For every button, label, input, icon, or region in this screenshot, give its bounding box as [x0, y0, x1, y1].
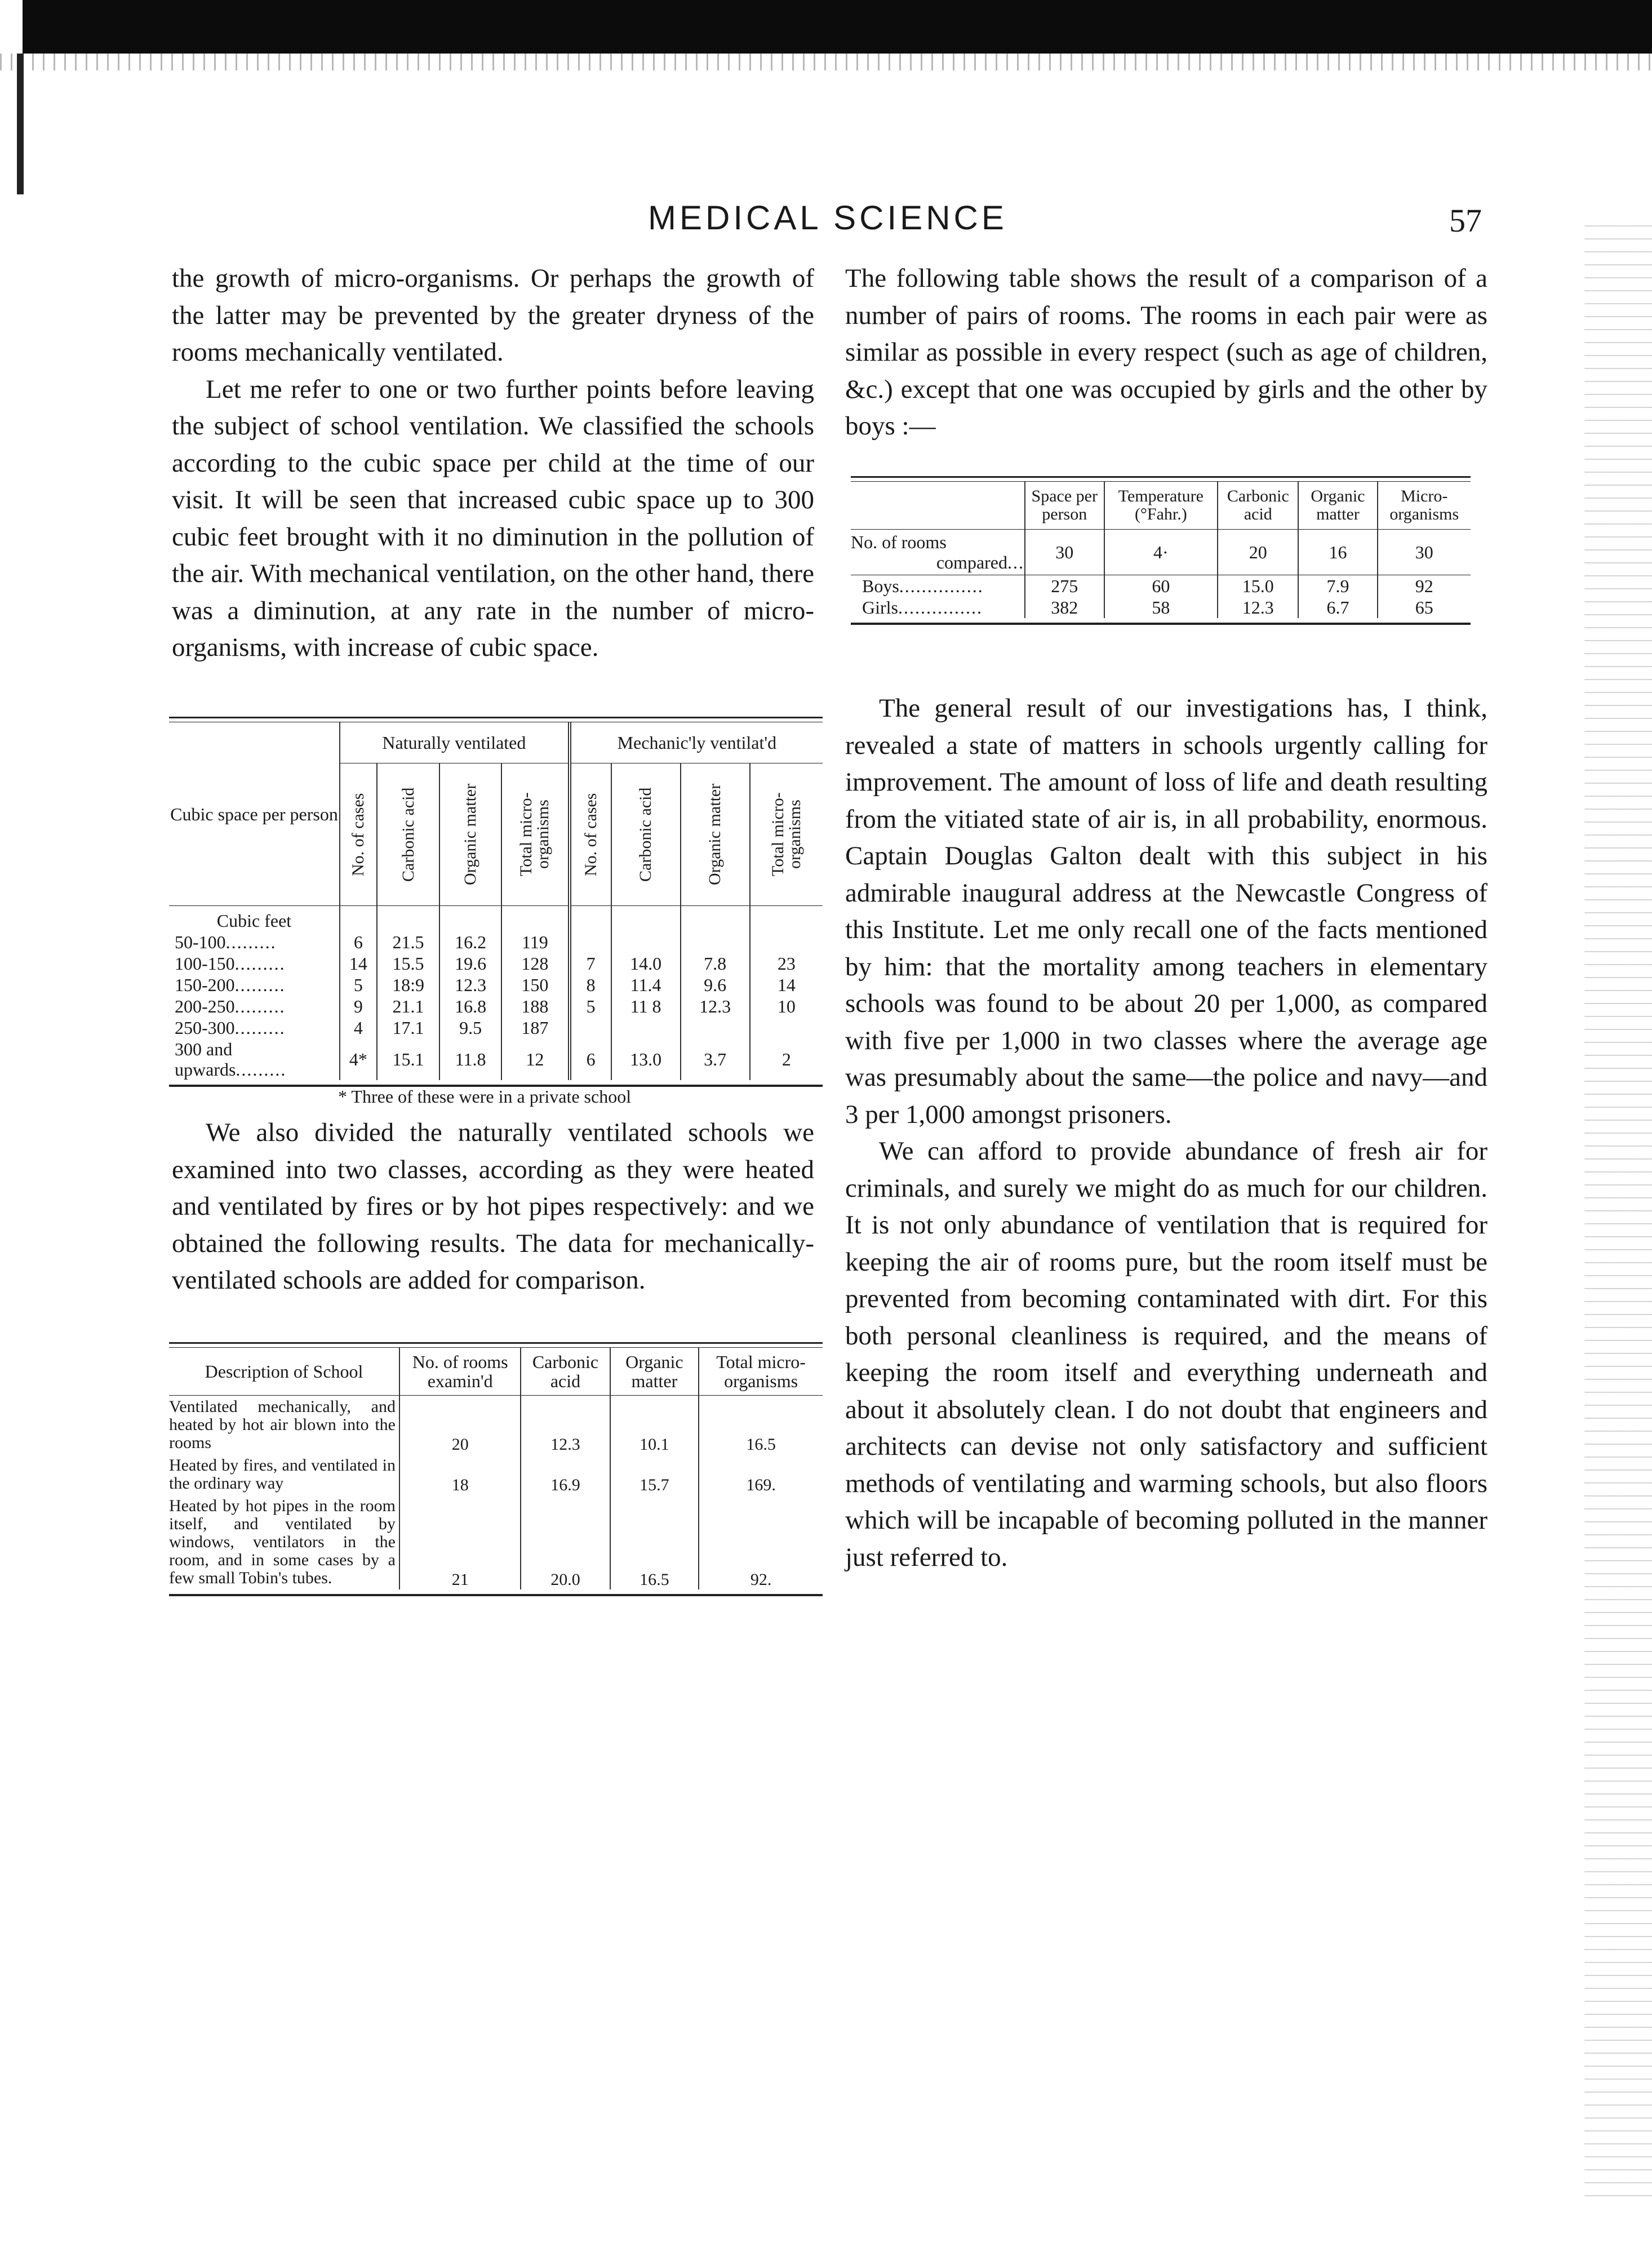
cell-organic: 10.1 [610, 1396, 699, 1455]
table-row [169, 974, 823, 996]
cell-n2: 7 [570, 953, 611, 974]
cell-rooms: 20 [399, 1396, 521, 1455]
left-paragraph-1: the growth of micro-organisms. Or perhaps the growth of the latter may be prevented by the greater dryness of the rooms mechanically ventilated. [172, 264, 814, 367]
school-description: Ventilated mechanically, and heated by hot air blown into the rooms [169, 1397, 396, 1452]
cell-micro: 16.5 [699, 1396, 823, 1455]
row-category: 50-100......... [175, 932, 277, 952]
cell-rooms: 21 [399, 1495, 521, 1589]
right-paragraph-2: The general result of our investigations has, I think, revealed a state of matters in schools urgently calling for improvement. The amount of loss of life and death resulting from the vitiated state of air is, in all probability, enormous. Captain Douglas Galton dealt with this subject in his admirable inaugural address at the Newcastle Congress of this Institute. Let me only recall one of the facts mentioned by him: that the mortality among teachers in elementary schools was found to be about 20 per 1,000, as compared with five per 1,000 in two classes where the average age was presumably about the same—the police and navy—and 3 per 1,000 amongst prisoners. [845, 694, 1487, 1129]
cell-temp: 58 [1104, 597, 1218, 618]
cubic-space-table [169, 717, 823, 1087]
cell-m2: 2 [750, 1038, 823, 1080]
cell-o2: 3.7 [681, 1038, 750, 1080]
right-column-top [845, 260, 1487, 445]
cell-m1: 128 [501, 953, 570, 974]
row-category: 200-250......... [175, 996, 286, 1016]
cell-c2: 11 8 [611, 996, 681, 1017]
row-category-label: 200-250 [175, 996, 235, 1016]
boys-girls-table: Space per person Temperature (°Fahr.) Carbonic acid Organic matter Micro-organisms No. of rooms compared... 30 4· 20 16 30 Boys............... 275 60 15.0 7.9 92 Girls............... 382 58 12.3 6.7 65 [851, 476, 1471, 625]
table-row [169, 1396, 823, 1455]
table-row [169, 953, 823, 974]
col-carbonic: Carbonic acid [1218, 482, 1298, 530]
row-category-label: 150-200 [175, 975, 235, 995]
cell-organic: 16.5 [610, 1495, 699, 1589]
school-type-table [169, 1342, 823, 1596]
cell-n1: 9 [340, 996, 377, 1017]
col-cases: No. of cases [348, 793, 367, 876]
table-top-rule [169, 717, 823, 722]
cell-c1: 15.1 [377, 1038, 439, 1080]
col-temp: Temperature (°Fahr.) [1104, 482, 1218, 530]
col-organic: Organic matter [1298, 482, 1377, 530]
cell-m1: 12 [501, 1038, 570, 1080]
cell-n1: 5 [340, 974, 377, 996]
table2-bottom-rule [169, 1594, 823, 1596]
table-row [851, 575, 1471, 597]
left-column [172, 260, 814, 667]
cell-organic: 6.7 [1298, 597, 1377, 618]
col-micro: Total micro-organisms [517, 792, 553, 877]
table2-top-rule [169, 1342, 823, 1348]
cell-m1: 119 [501, 931, 570, 953]
unit-label: Cubic feet [216, 911, 292, 931]
cell-m2 [750, 1017, 823, 1038]
cell-m1: 187 [501, 1017, 570, 1038]
col-micro: Micro-organisms [1378, 482, 1471, 530]
cell-micro: 169. [699, 1454, 823, 1495]
cell-space: 382 [1025, 597, 1104, 618]
cell-o2: 9.6 [681, 974, 750, 996]
cell-n2 [570, 1017, 611, 1038]
cell-m2: 23 [750, 953, 823, 974]
cell-c2 [611, 931, 681, 953]
col-cases-mech: No. of cases [581, 793, 600, 876]
cell-m2 [750, 931, 823, 953]
scan-noise [0, 54, 1652, 70]
row-label-text: Boys [862, 576, 899, 596]
cell-m1: 188 [501, 996, 570, 1017]
school-description: Heated by fires, and ventilated in the ordinary way [169, 1456, 396, 1493]
table2-body [169, 1396, 823, 1590]
cell-temp: 60 [1104, 575, 1218, 597]
row-label-text: Girls [862, 597, 898, 618]
cell-n1: 4* [340, 1038, 377, 1080]
cell-c1: 15.5 [377, 953, 439, 974]
cell-n1: 6 [340, 931, 377, 953]
right-column-lower [845, 690, 1487, 1576]
cell-micro: 92 [1378, 575, 1471, 597]
page-number: 57 [1449, 202, 1482, 239]
compared-temp: 4· [1104, 530, 1218, 575]
row-category-label: 300 and upwards [175, 1039, 236, 1080]
group-mechanical: Mechanic'ly ventilat'd [570, 722, 823, 763]
cell-o1: 12.3 [439, 974, 501, 996]
cell-c1: 21.1 [377, 996, 439, 1017]
compared-label: compared [936, 552, 1007, 572]
cell-organic: 15.7 [610, 1454, 699, 1495]
cell-c1: 21.5 [377, 931, 439, 953]
cell-o2 [681, 1017, 750, 1038]
row-category: 150-200......... [175, 975, 286, 995]
table-row [169, 1017, 823, 1038]
table-row [851, 597, 1471, 618]
cell-o1: 11.8 [439, 1038, 501, 1080]
cell-c2: 13.0 [611, 1038, 681, 1080]
cell-o1: 16.2 [439, 931, 501, 953]
compared-space: 30 [1025, 530, 1104, 575]
cell-o2: 7.8 [681, 953, 750, 974]
col-organic: Organic matter [610, 1348, 699, 1396]
cell-carbonic: 16.9 [521, 1454, 610, 1495]
cell-c1: 18:9 [377, 974, 439, 996]
cell-c1: 17.1 [377, 1017, 439, 1038]
table-footnote: * Three of these were in a private school [338, 1086, 632, 1107]
table3-body [851, 575, 1471, 619]
cell-o1: 9.5 [439, 1017, 501, 1038]
row-category: 250-300......... [175, 1018, 286, 1038]
col-micro-mech: Total micro-organisms [768, 792, 804, 877]
right-paragraph-1: The following table shows the result of a comparison of a number of pairs of rooms. The rooms in each pair were as similar as possible in every respect (such as age of children, &c.) except that one was occupied by girls and the other by boys :— [845, 264, 1487, 441]
compared-micro: 30 [1378, 530, 1471, 575]
row-label: Girls............... [862, 597, 983, 618]
row-category-label: 50-100 [175, 932, 226, 952]
compared-carbonic: 20 [1218, 530, 1298, 575]
row-category: 100-150......... [175, 953, 286, 974]
cell-micro: 92. [699, 1495, 823, 1589]
row-label: Boys............... [862, 576, 984, 596]
cell-carbonic: 15.0 [1218, 575, 1298, 597]
left-paragraph-3: We also divided the naturally ventilated schools we examined into two classes, according as they were heated and ventilated by fires or by hot pipes respectively: and we obtained the following results. The data for mechanically-ventilated schools are added for comparison. [172, 1118, 814, 1295]
row-header: Cubic space per person [170, 803, 338, 824]
left-paragraph-2: Let me refer to one or two further points before leaving the subject of school ventilation. We classified the schools according to the cubic space per child at the time of our visit. It will be seen that increased cubic space up to 300 cubic feet brought with it no diminution in the pollution of the air. With mechanical ventilation, on the other hand, there was a diminution, at any rate in the number of micro-organisms, with increase of cubic space. [172, 374, 814, 662]
col-organic-mech: Organic matter [705, 783, 725, 886]
cell-rooms: 18 [399, 1454, 521, 1495]
cell-organic: 7.9 [1298, 575, 1377, 597]
table-row [169, 1495, 823, 1589]
table-row [169, 1454, 823, 1495]
cell-n1: 14 [340, 953, 377, 974]
cell-o2 [681, 931, 750, 953]
cell-carbonic: 12.3 [521, 1396, 610, 1455]
row-category-label: 250-300 [175, 1018, 235, 1038]
cell-carbonic: 12.3 [1218, 597, 1298, 618]
col-carbonic: Carbonic acid [521, 1348, 610, 1396]
cell-space: 275 [1025, 575, 1104, 597]
col-desc: Description of School [169, 1348, 399, 1396]
cell-m1: 150 [501, 974, 570, 996]
cell-m2: 10 [750, 996, 823, 1017]
scan-right-edge [1584, 225, 1652, 2197]
cell-c2 [611, 1017, 681, 1038]
table3-top-rule [851, 476, 1471, 482]
table-row [169, 996, 823, 1017]
table-row [169, 1038, 823, 1080]
col-micro: Total micro-organisms [699, 1348, 823, 1396]
cell-micro: 65 [1378, 597, 1471, 618]
cell-c2: 11.4 [611, 974, 681, 996]
cell-o1: 19.6 [439, 953, 501, 974]
row-category: 300 and upwards......... [175, 1039, 287, 1080]
col-carbonic-mech: Carbonic acid [636, 787, 655, 882]
cell-c2: 14.0 [611, 953, 681, 974]
running-header: MEDICAL SCIENCE [648, 199, 1007, 237]
cell-n2: 5 [570, 996, 611, 1017]
table3-bottom-rule [851, 623, 1471, 625]
cell-n2: 8 [570, 974, 611, 996]
cell-o2: 12.3 [681, 996, 750, 1017]
row-category-label: 100-150 [175, 953, 235, 974]
right-paragraph-3: We can afford to provide abundance of fresh air for criminals, and surely we might do as much for our children. It is not only abundance of ventilation that is required for keeping the air of rooms pure, but the room itself must be prevented from becoming contaminated with dirt. For this both personal cleanliness is required, and the means of keeping the room itself and everything underneath and about it absolutely clean. I do not doubt that engineers and architects can devise not only satisfactory and sufficient methods of ventilating and warming schools, but also floors which will be incapable of becoming polluted in the manner just referred to. [845, 1136, 1487, 1572]
compared-organic: 16 [1298, 530, 1377, 575]
cell-carbonic: 20.0 [521, 1495, 610, 1589]
cell-n2: 6 [570, 1038, 611, 1080]
cell-n2 [570, 931, 611, 953]
rooms-label: No. of rooms [851, 532, 947, 552]
school-description: Heated by hot pipes in the room itself, and ventilated by windows, ventilators in the room, and in some cases by a few small Tobin's tubes. [169, 1496, 396, 1587]
cell-n1: 4 [340, 1017, 377, 1038]
cell-m2: 14 [750, 974, 823, 996]
col-rooms: No. of rooms examin'd [399, 1348, 521, 1396]
scan-left-border [17, 54, 24, 194]
cell-o1: 16.8 [439, 996, 501, 1017]
table-row [169, 931, 823, 953]
scan-top-border [23, 0, 1652, 54]
left-column-lower [172, 1114, 814, 1299]
col-space: Space per person [1025, 482, 1104, 530]
col-carbonic: Carbonic acid [398, 787, 418, 882]
col-organic: Organic matter [461, 783, 480, 886]
group-natural: Naturally ventilated [340, 722, 570, 763]
table1-body [169, 931, 823, 1080]
